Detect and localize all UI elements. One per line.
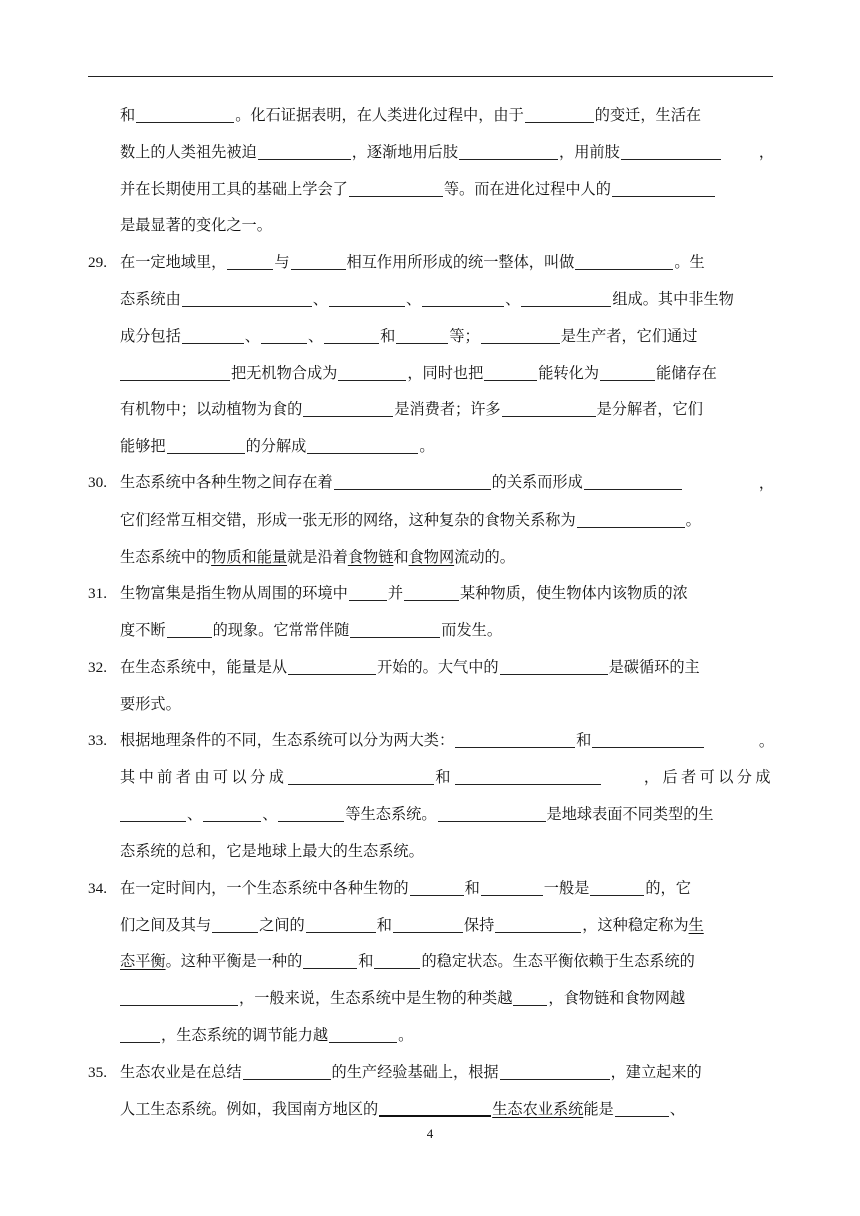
text: ，用前肢 (559, 142, 620, 161)
text: 生物富集是指生物从周围的环境中 (120, 584, 348, 603)
blank (379, 1096, 491, 1117)
blank (203, 802, 261, 822)
text: 的关系而形成 (491, 473, 583, 492)
blank (500, 655, 608, 675)
blank (182, 324, 244, 344)
worksheet-body (88, 97, 774, 1127)
blank (307, 434, 418, 454)
blank (590, 876, 644, 896)
text: 态系统的总和，它是地球上最大的生态系统。 (120, 841, 424, 860)
blank (481, 876, 543, 896)
text: 等。而在进化过程中人的 (443, 179, 611, 198)
text: 是生产者，它们通过 (560, 326, 698, 345)
blank (120, 802, 186, 822)
text: 相互作用所形成的统一整体，叫做 (346, 253, 575, 272)
text: 并在长期使用工具的基础上学会了 (120, 179, 348, 198)
text: 开始的。大气中的 (377, 657, 499, 676)
text: 能是 (583, 1099, 614, 1118)
text: 和 (435, 768, 454, 787)
question-number: 34. (88, 879, 107, 897)
q28-line-4 (88, 207, 774, 244)
blank (349, 177, 443, 197)
text: 并 (387, 584, 403, 603)
blank (120, 1023, 160, 1043)
q33-line-1 (88, 723, 774, 760)
q29-line-1 (88, 244, 774, 281)
text: 、 (307, 326, 324, 345)
q34-line-3 (88, 943, 774, 980)
q30-line-1 (88, 465, 774, 502)
q28-line-2 (88, 134, 774, 171)
text: 的稳定状态。生态平衡依赖于生态系统的 (421, 952, 695, 971)
blank (334, 470, 491, 490)
text: 要形式。 (120, 694, 181, 713)
text: 根据地理条件的不同，生态系统可以分为两大类： (120, 731, 455, 750)
text: 在一定时间内，一个生态系统中各种生物的 (120, 878, 409, 897)
text: 一般是 (543, 878, 590, 897)
text: ，后者可以分成 (643, 768, 774, 787)
blank (621, 140, 721, 160)
q29-line-2 (88, 281, 774, 318)
blank (120, 361, 230, 381)
q29-line-4 (88, 355, 774, 392)
blank (212, 913, 258, 933)
text: 其中前者由可以分成 (120, 768, 288, 787)
text: 等生态系统。 (345, 805, 437, 824)
blank (438, 802, 546, 822)
blank (120, 986, 238, 1006)
q34-line-4 (88, 980, 774, 1017)
blank (500, 1060, 610, 1080)
blank (502, 397, 596, 417)
blank (288, 765, 434, 785)
q31-line-2 (88, 612, 774, 649)
blank (525, 103, 594, 123)
text: ，同时也把 (407, 363, 484, 382)
text: 和 (576, 731, 592, 750)
blank (612, 177, 715, 197)
blank (459, 140, 558, 160)
q33-line-4 (88, 833, 774, 870)
blank (278, 802, 344, 822)
underlined-term: 生态农业系统 (492, 1099, 584, 1118)
text: 组成。其中非生物 (612, 289, 734, 308)
text: 是最显著的变化之一。 (120, 216, 272, 235)
text: 在一定地域里， (120, 253, 227, 272)
text: 与 (274, 253, 290, 272)
text: 的，它 (645, 878, 691, 897)
text: ，逐渐地用后肢 (351, 142, 458, 161)
blank (291, 250, 346, 270)
blank (374, 949, 420, 969)
text: 的变迁，生活在 (594, 106, 702, 124)
blank (422, 287, 504, 307)
q31-line-1 (88, 575, 774, 612)
text: 人工生态系统。例如，我国南方地区的 (120, 1099, 379, 1118)
q33-line-3 (88, 796, 774, 833)
blank (329, 1023, 397, 1043)
blank (167, 434, 245, 454)
q32-line-2 (88, 686, 774, 723)
text: 们之间及其与 (120, 915, 212, 934)
text: 是碳循环的主 (608, 657, 700, 676)
text: 的分解成 (245, 437, 307, 456)
text: 等； (449, 326, 480, 345)
q29-line-5 (88, 391, 774, 428)
blank (410, 876, 464, 896)
q34-line-1 (88, 870, 774, 907)
blank (182, 287, 312, 307)
blank (329, 287, 405, 307)
blank (258, 140, 351, 160)
question-number: 31. (88, 585, 107, 603)
text: 有机物中；以动植物为食的 (120, 400, 303, 419)
text: 能够把 (120, 437, 166, 456)
blank (261, 324, 307, 344)
text: ，这种稳定称为 (582, 915, 689, 934)
text: 的生产经验基础上，根据 (331, 1062, 499, 1081)
text: 。这种平衡是一种的 (165, 952, 303, 971)
text: 在生态系统中，能量是从 (120, 657, 288, 676)
blank (495, 913, 581, 933)
blank (167, 618, 212, 638)
text: 、 (262, 805, 278, 824)
text: 态系统由 (120, 289, 181, 308)
question-number: 29. (88, 254, 107, 272)
text: 能储存在 (656, 363, 717, 382)
text: 能转化为 (538, 363, 599, 382)
text: 度不断 (120, 621, 166, 640)
blank (584, 470, 682, 490)
underlined-term: 物质和能量 (211, 547, 288, 566)
text: ， (758, 142, 774, 161)
blank (303, 397, 393, 417)
q30-line-3 (88, 539, 774, 576)
text: 、 (505, 289, 521, 308)
text: 生态农业是在总结 (120, 1062, 242, 1081)
blank (338, 361, 406, 381)
blank (521, 287, 611, 307)
blank (577, 508, 685, 528)
text: 生态系统中的 (120, 547, 212, 566)
text: 成分包括 (120, 326, 181, 345)
text: 数上的人类祖先被迫 (120, 142, 257, 161)
underlined-term: 食物链 (347, 547, 394, 566)
text: 流动的。 (454, 547, 515, 566)
text: 、 (187, 805, 203, 824)
underlined-term: 食物网 (408, 547, 455, 566)
blank (575, 250, 673, 270)
text: 的现象。它常常伴随 (212, 621, 350, 640)
text: 和 (393, 547, 409, 566)
text: ，建立起来的 (610, 1062, 702, 1081)
q32-line-1 (88, 649, 774, 686)
blank (350, 618, 440, 638)
blank (288, 655, 376, 675)
blank (393, 913, 463, 933)
text: 、 (405, 289, 422, 308)
blank (592, 728, 704, 748)
header-rule (88, 76, 773, 77)
text: 。 (685, 510, 701, 529)
blank (136, 103, 234, 123)
text: ， (758, 473, 774, 492)
blank (227, 250, 273, 270)
underlined-term: 生 (688, 915, 704, 934)
text: 和 (120, 106, 136, 124)
text: 就是沿着 (287, 547, 348, 566)
text: ，食物链和食物网越 (548, 989, 686, 1008)
blank (396, 324, 448, 344)
blank (324, 324, 379, 344)
text: 和 (376, 915, 392, 934)
blank (455, 765, 601, 785)
text: 是消费者；许多 (394, 400, 501, 419)
text: 和 (464, 878, 480, 897)
question-number: 30. (88, 474, 107, 492)
text: 是地球表面不同类型的生 (546, 805, 714, 824)
blank (404, 581, 459, 601)
q34-line-5 (88, 1017, 774, 1054)
q29-line-6 (88, 428, 774, 465)
text: 它们经常互相交错，形成一张无形的网络，这种复杂的食物关系称为 (120, 510, 576, 529)
text: 某种物质，使生物体内该物质的浓 (460, 584, 688, 603)
blank (349, 581, 387, 601)
text: 。 (398, 1025, 414, 1044)
blank (481, 324, 560, 344)
text: 是分解者，它们 (596, 400, 703, 419)
question-number: 32. (88, 658, 107, 676)
blank (600, 361, 655, 381)
text: 。化石证据表明，在人类进化过程中，由于 (235, 106, 524, 124)
q30-line-2 (88, 502, 774, 539)
text: 生态系统中各种生物之间存在着 (120, 473, 333, 492)
q34-line-2 (88, 907, 774, 944)
text: 和 (380, 326, 396, 345)
text: 而发生。 (441, 621, 502, 640)
text: 把无机物合成为 (231, 363, 338, 382)
q29-line-3 (88, 318, 774, 355)
text: 。生 (674, 253, 705, 272)
q35-line-2 (88, 1091, 774, 1128)
blank (303, 949, 357, 969)
blank (306, 913, 376, 933)
text: ，生态系统的调节能力越 (161, 1025, 329, 1044)
q35-line-1 (88, 1054, 774, 1091)
q33-line-2 (88, 759, 774, 796)
text: 之间的 (259, 915, 305, 934)
text: 保持 (463, 915, 495, 934)
text: 、 (669, 1099, 685, 1118)
text: 、 (312, 289, 328, 308)
blank (455, 728, 575, 748)
blank (615, 1097, 669, 1117)
text: 和 (358, 952, 374, 971)
q28-line-1 (88, 97, 774, 134)
question-number: 33. (88, 732, 107, 750)
text: 。 (758, 731, 774, 750)
text: 。 (419, 437, 435, 456)
underlined-term: 态平衡 (120, 952, 166, 971)
blank (243, 1060, 331, 1080)
blank (484, 361, 537, 381)
question-number: 35. (88, 1063, 107, 1081)
page-number: 4 (426, 1126, 434, 1141)
blank (513, 986, 547, 1006)
q28-line-3 (88, 171, 774, 208)
text: 、 (244, 326, 260, 345)
text: ，一般来说，生态系统中是生物的种类越 (239, 989, 513, 1008)
